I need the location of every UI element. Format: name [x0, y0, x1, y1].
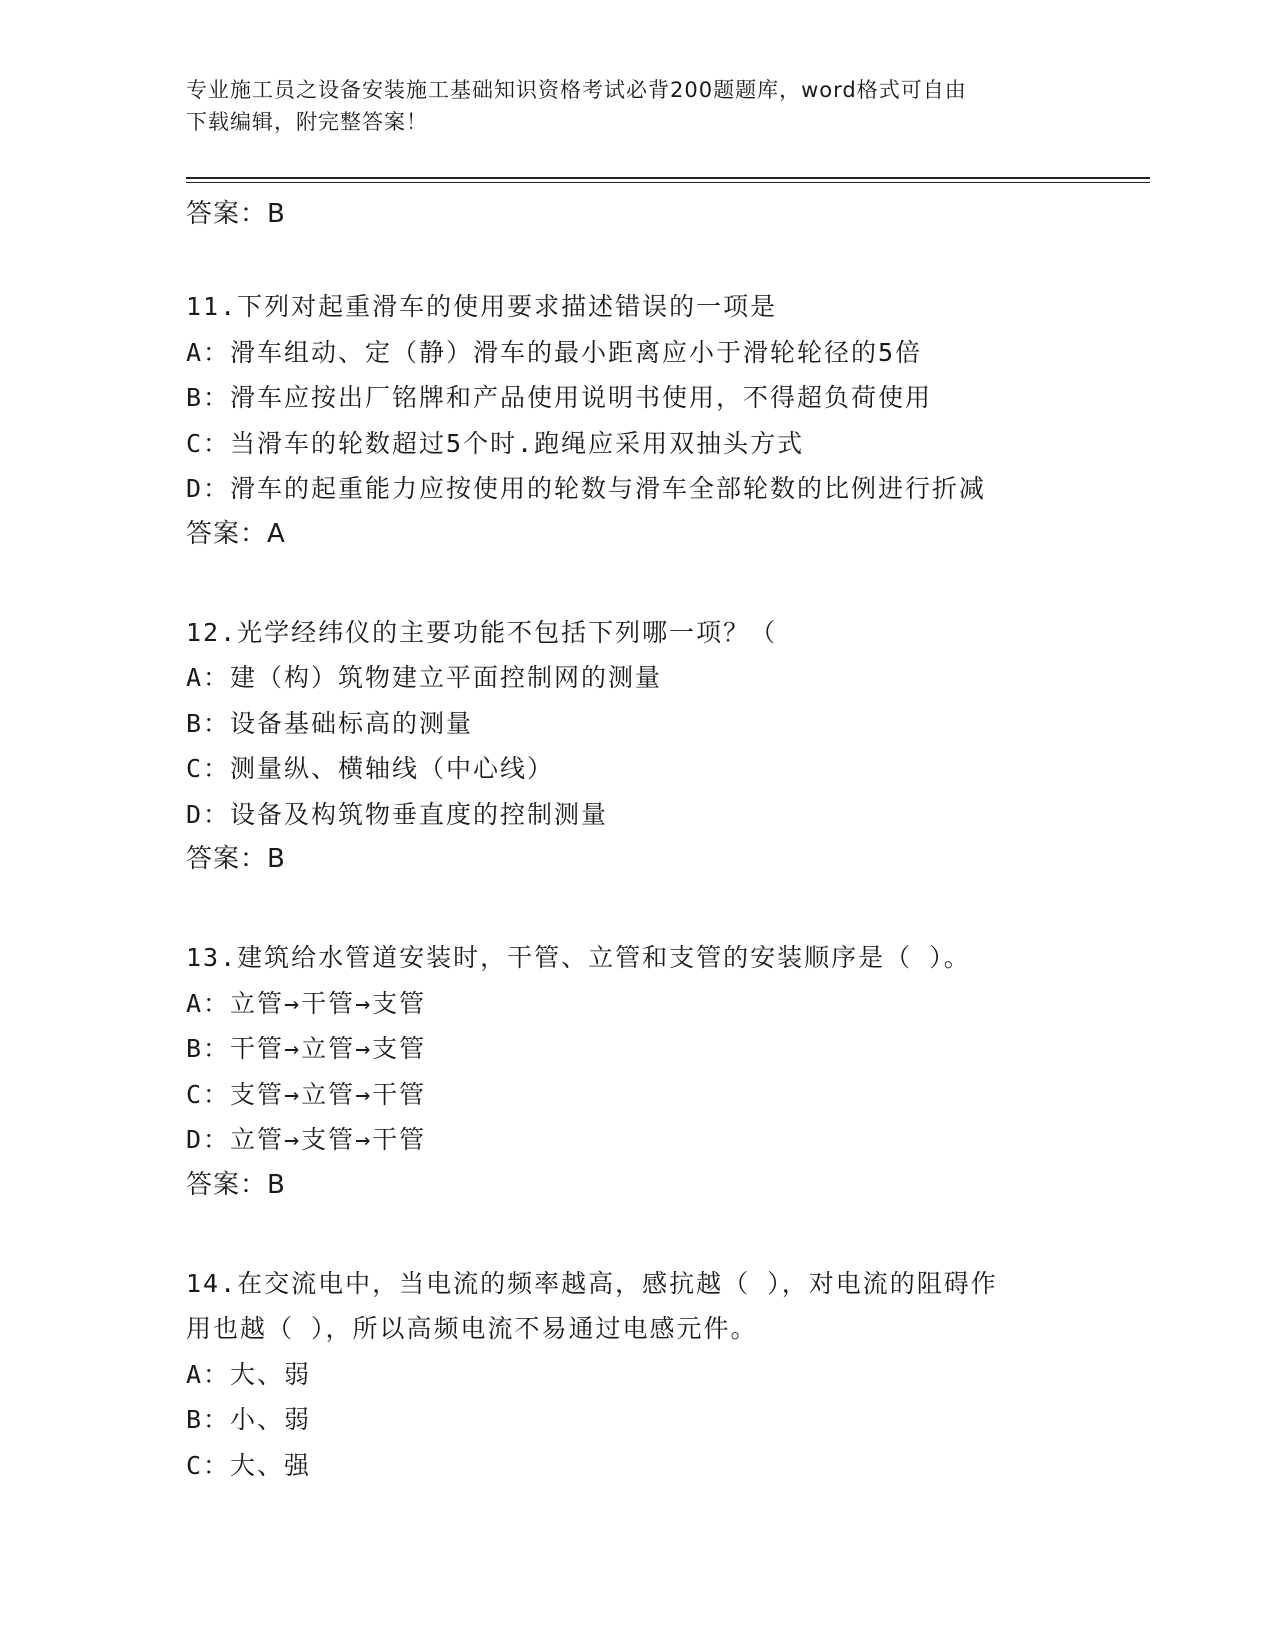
- option-a: A：立管→干管→支管: [186, 988, 427, 1018]
- question-13: [186, 935, 1086, 1207]
- option-a: A：建（构）筑物建立平面控制网的测量: [186, 663, 663, 692]
- document-header: [186, 74, 1086, 138]
- option-c: C：支管→立管→干管: [186, 1079, 427, 1109]
- previous-answer: 答案：B: [186, 199, 286, 229]
- option-c: C：大、强: [186, 1450, 312, 1480]
- option-a: A：滑车组动、定（静）滑车的最小距离应小于滑轮轮径的5倍: [186, 337, 923, 367]
- question-title: 13.建筑给水管道安装时，干管、立管和支管的安装顺序是（ ）。: [186, 943, 971, 972]
- question-title-line-2: 用也越（ ），所以高频电流不易通过电感元件。: [186, 1314, 758, 1343]
- option-a: A：大、弱: [186, 1359, 312, 1389]
- question-title: 11.下列对起重滑车的使用要求描述错误的一项是: [186, 292, 778, 321]
- header-divider-thick: [186, 177, 1150, 179]
- question-title: 12.光学经纬仪的主要功能不包括下列哪一项？（: [186, 617, 778, 647]
- option-b: B：干管→立管→支管: [186, 1034, 427, 1063]
- option-b: B：小、弱: [186, 1405, 312, 1434]
- header-line-1: 专业施工员之设备安装施工基础知识资格考试必背200题题库，word格式可自由: [186, 78, 967, 102]
- option-c: C：当滑车的轮数超过5个时.跑绳应采用双抽头方式: [186, 428, 805, 458]
- header-divider-thin: [186, 182, 1150, 183]
- option-d: D：立管→支管→干管: [186, 1125, 427, 1154]
- question-title-line-1: 14.在交流电中，当电流的频率越高，感抗越（ ），对电流的阻碍作: [186, 1268, 998, 1298]
- option-d: D：滑车的起重能力应按使用的轮数与滑车全部轮数的比例进行折减: [186, 474, 987, 503]
- answer: 答案：B: [186, 1169, 286, 1200]
- header-line-2: 下载编辑，附完整答案！: [186, 110, 428, 134]
- document-body: [186, 190, 1086, 1488]
- question-14: [186, 1261, 1086, 1489]
- question-11: [186, 284, 1086, 556]
- answer: 答案：B: [186, 844, 286, 874]
- option-c: C：测量纵、横轴线（中心线）: [186, 754, 555, 783]
- option-b: B：设备基础标高的测量: [186, 708, 474, 738]
- question-12: [186, 610, 1086, 882]
- option-b: B：滑车应按出厂铭牌和产品使用说明书使用，不得超负荷使用: [186, 383, 933, 412]
- option-d: D：设备及构筑物垂直度的控制测量: [186, 799, 609, 829]
- answer: 答案：A: [186, 518, 286, 549]
